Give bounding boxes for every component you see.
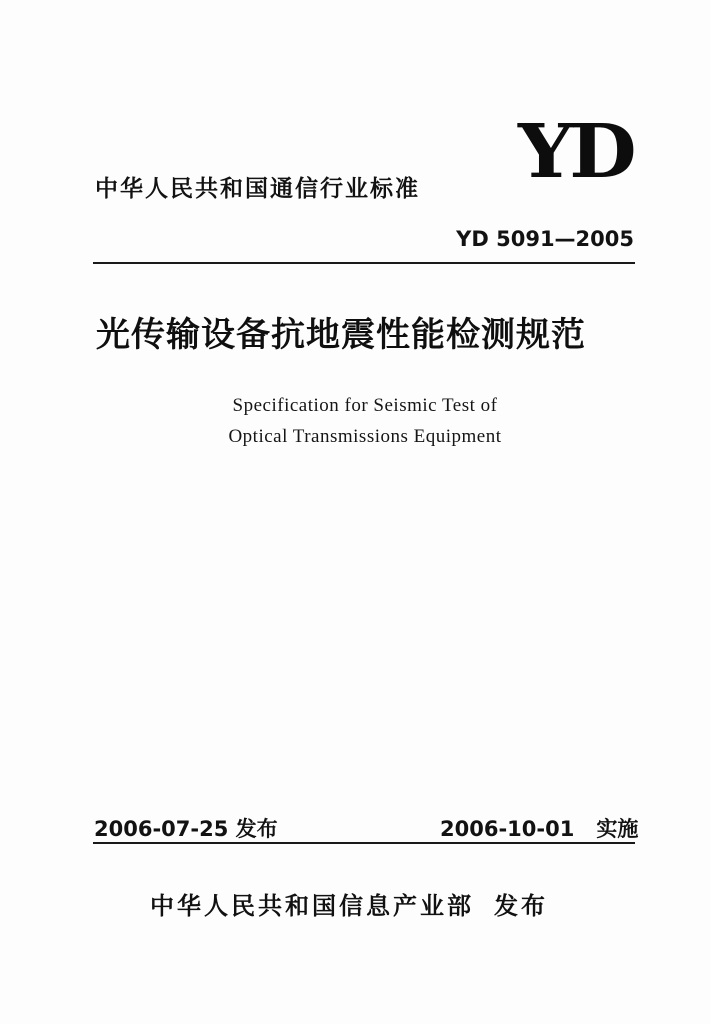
bottom-divider (93, 842, 635, 844)
publisher-name: 中华人民共和国信息产业部 (150, 892, 474, 920)
release-date: 2006-07-25 (94, 817, 229, 841)
title-english-line2: Optical Transmissions Equipment (228, 426, 502, 447)
effective-label: 实施 (596, 817, 639, 841)
title-english-line1: Specification for Seismic Test of (232, 395, 498, 416)
effective-date-block (440, 813, 638, 843)
top-divider (93, 262, 635, 264)
publish-label: 发布 (494, 892, 548, 920)
yd-logo: YD (518, 109, 633, 195)
standard-code: YD 5091—2005 (456, 227, 634, 251)
publisher-block (150, 886, 548, 921)
effective-date: 2006-10-01 (440, 817, 575, 841)
release-date-block (94, 813, 278, 843)
release-label: 发布 (235, 817, 278, 841)
title-chinese: 光传输设备抗地震性能检测规范 (96, 315, 586, 355)
standard-category: 中华人民共和国通信行业标准 (95, 176, 420, 202)
